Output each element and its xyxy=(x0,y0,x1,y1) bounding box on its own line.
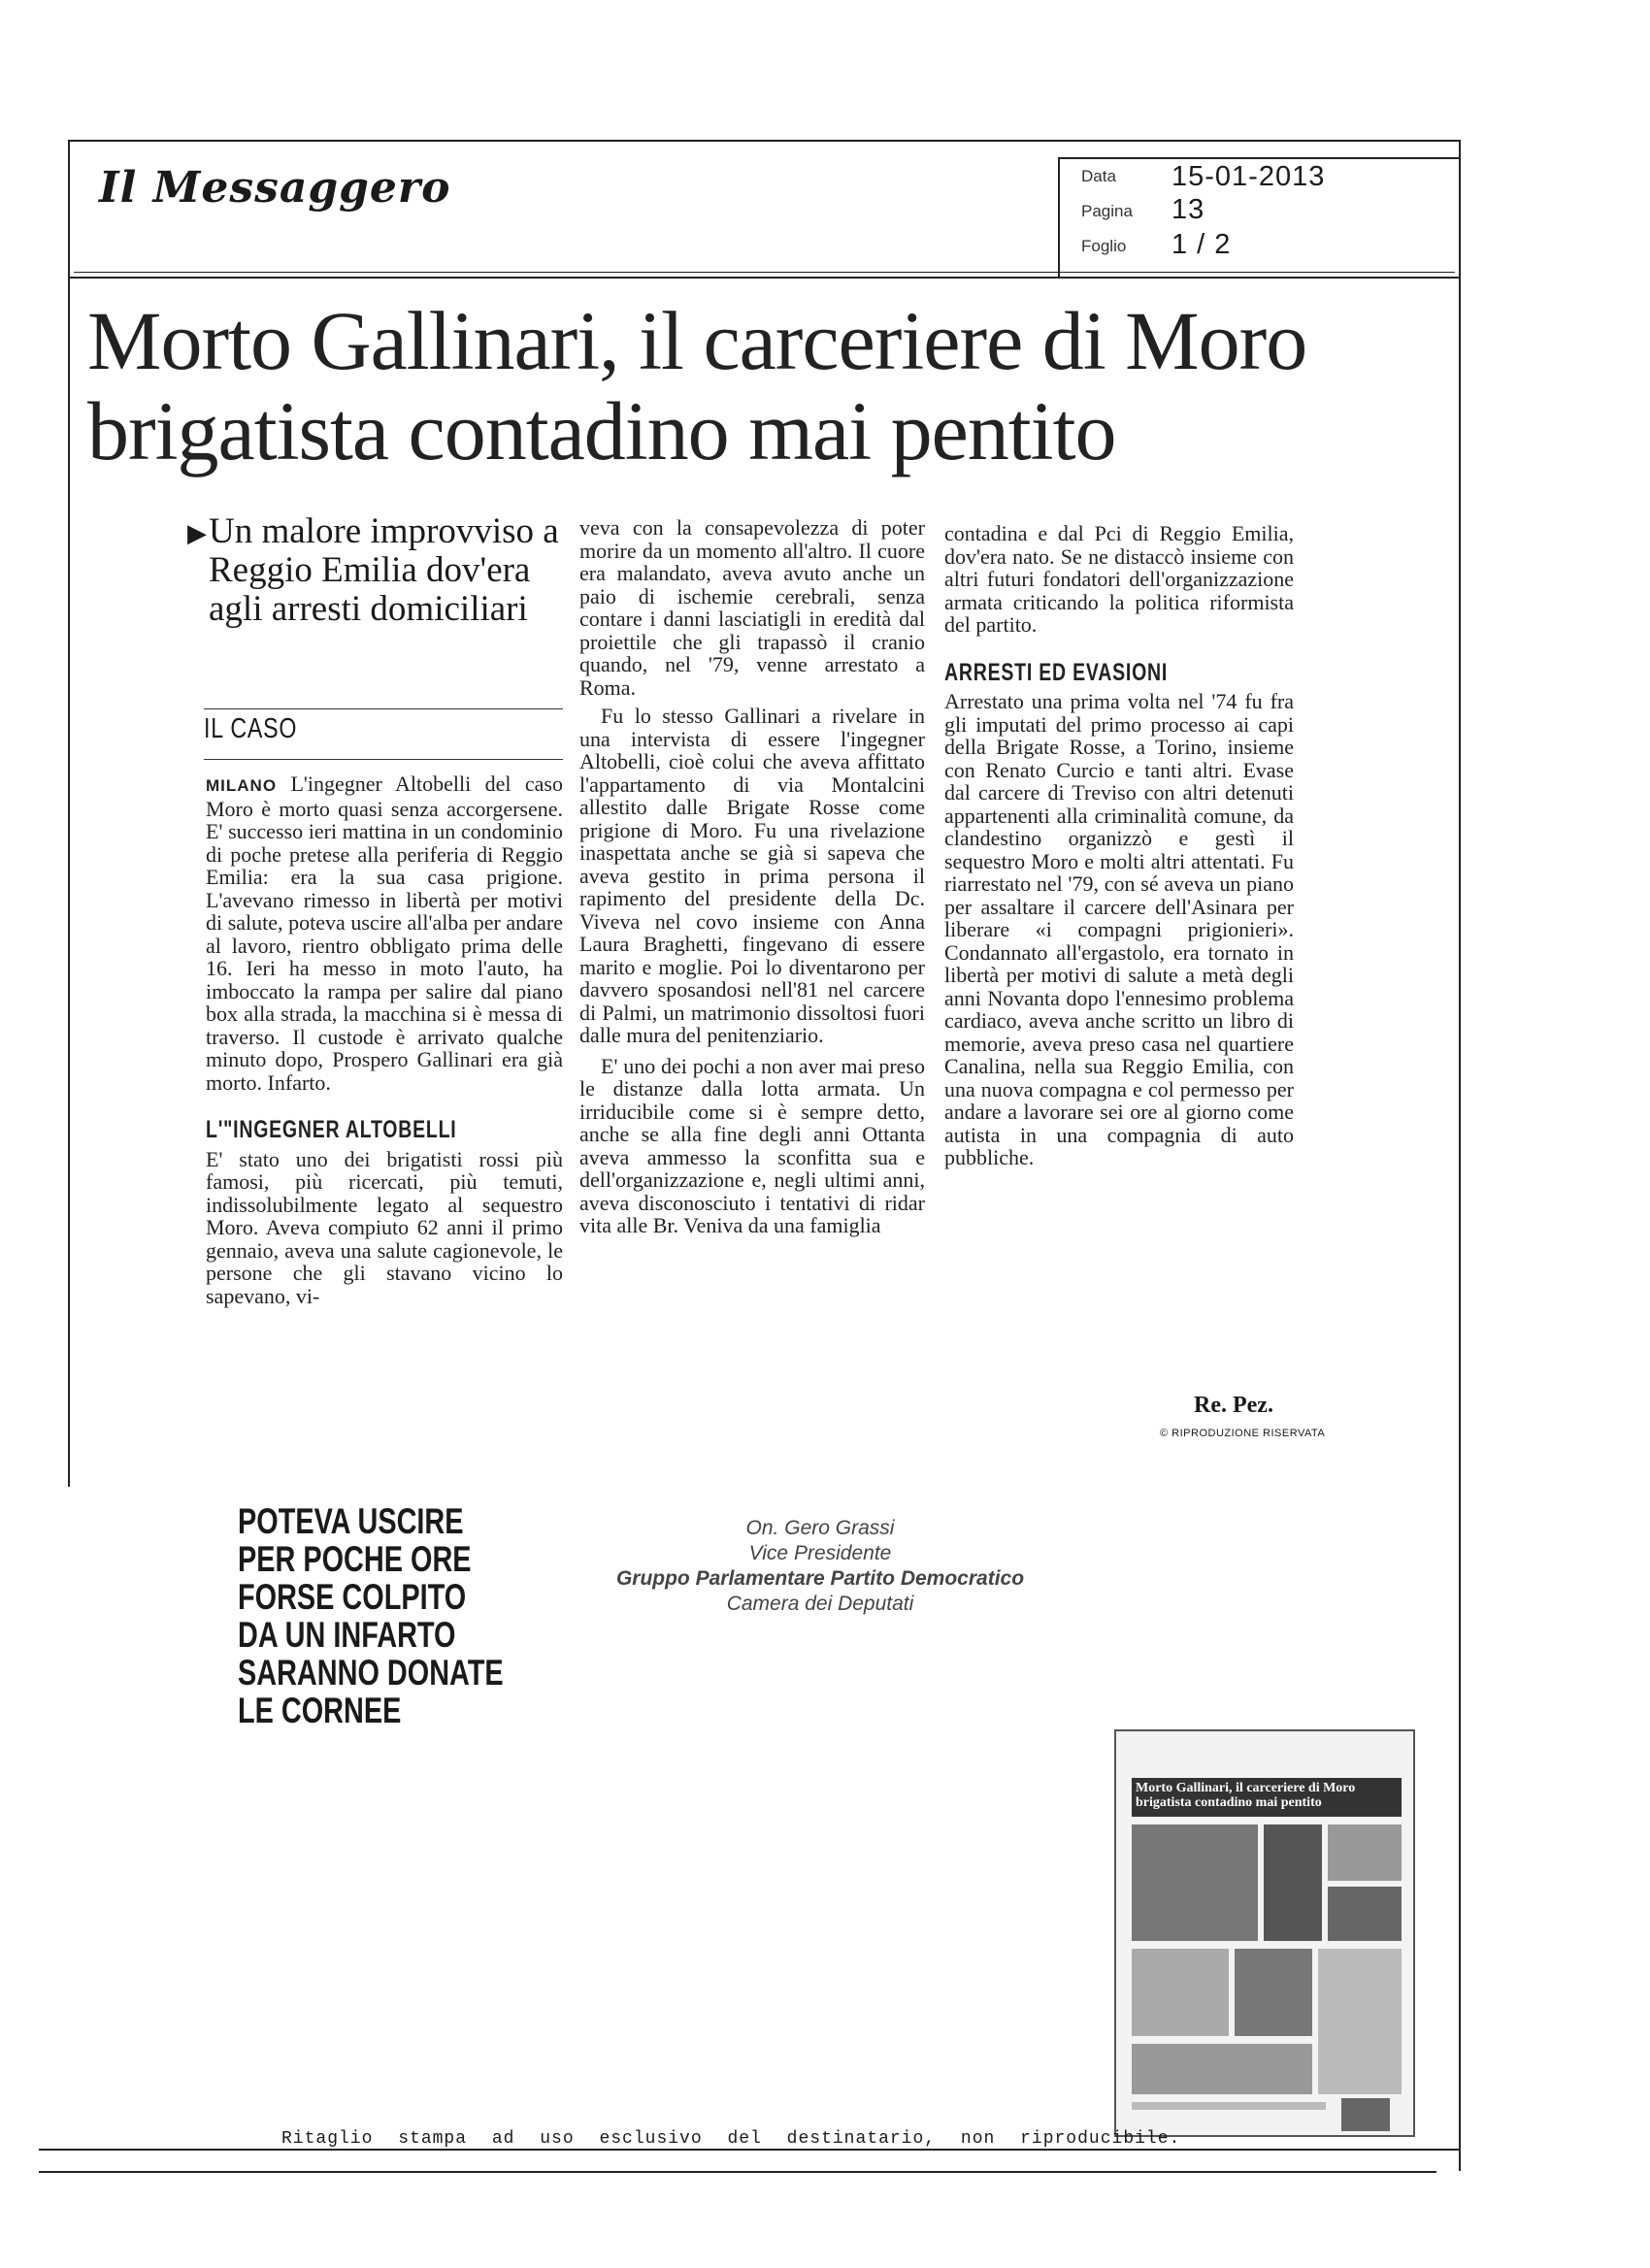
data-value: 15-01-2013 xyxy=(1172,161,1326,192)
masthead-logo: Il Messaggero xyxy=(99,163,451,213)
kicker: IL CASO xyxy=(204,713,298,744)
pull-quote-line: DA UN INFARTO xyxy=(238,1615,456,1655)
data-label: Data xyxy=(1081,167,1116,185)
thumbnail-photo xyxy=(1132,1824,1258,1941)
col1-paragraph-1: L'ingegner Altobelli del caso Moro è morto quasi senza accorgersene. E' successo ieri mattina in un condominio di poche pretese alla periferia di Reggio Emilia: era la sua casa prigione. L'avevano rimesso in libertà per motivi di salute, poteva uscire all'alba per andare al lavoro, rientro obbligato prima delle 16. Ieri ha messo in moto l'auto, ha imboccato la rampa per salire dal piano box alla strada, la macchina si è messa di traverso. Il custode è arrivato qualche minuto dopo, Prospero Gallinari era già morto. Infarto. xyxy=(206,772,563,1095)
dateline: MILANO xyxy=(206,776,278,795)
stamp-line: Vice Presidente xyxy=(748,1542,892,1564)
col3-paragraph-1: contadina e dal Pci di Reggio Emilia, dov'era nato. Se ne distaccò insieme con altri futuri fondatori dell'organizzazione armata criticando la politica riformista del partito. xyxy=(944,521,1294,637)
headline-line-2: brigatista contadino mai pentito xyxy=(87,384,1116,477)
thumbnail-photo xyxy=(1341,2098,1390,2131)
thumbnail-photo xyxy=(1328,1887,1402,1941)
col1-paragraph-2: E' stato uno dei brigatisti rossi più famosi, più ricercati, più temuti, indissolubilmente legato al sequestro Moro. Aveva compiuto 62 anni il primo gennaio, aveva una salute cagionevole, le persone che gli stavano vicino lo sapevano, vi- xyxy=(206,1146,563,1308)
author-signature: Re. Pez. xyxy=(1194,1393,1273,1418)
pull-quote-line: LE CORNEE xyxy=(238,1691,402,1730)
pull-quote xyxy=(238,1502,504,1729)
thumbnail-headline-line: brigatista contadino mai pentito xyxy=(1136,1795,1322,1810)
col2-paragraph-3: E' uno dei pochi a non aver mai preso le distanze dalla lotta armata. Un irriducibile come si è sempre detto, anche se alla fine degli anni Ottanta aveva ammesso la sconfitta sua e dell'organizzazione e, negli ultimi anni, aveva disconosciuto i tentativi di ridar vita alle Br. Veniva da una famiglia xyxy=(579,1053,925,1237)
stamp-line: Gruppo Parlamentare Partito Democratico xyxy=(615,1567,1025,1590)
subhead-text: Un malore improvviso a Reggio Emilia dov'era agli arresti domiciliari xyxy=(209,511,559,629)
footer-note: Ritaglio stampa ad uso esclusivo del destinatario, non riproducibile. xyxy=(281,2129,1181,2149)
meta-box xyxy=(1058,157,1461,279)
office-stamp xyxy=(597,1516,1043,1617)
col2-paragraph-2: Fu lo stesso Gallinari a rivelare in una intervista di essere l'ingegner Altobelli, cioè colui che aveva affittato l'appartamento di via Montalcini allestito dalle Brigate Rosse come prigione di Moro. Fu una rivelazione inaspettata anche se già si sapeva che aveva gestito in prima persona il rapimento del presidente della Dc. Viveva nel covo insieme con Anna Laura Braghetti, fingevano di essere marito e moglie. Poi lo diventarono per davvero sposandosi nell'81 nel carcere di Palmi, un matrimonio dissoltosi fuori dalle mura del penitenziario. xyxy=(579,704,925,1047)
column-3 xyxy=(944,522,1294,1169)
kicker-rule-bottom xyxy=(204,759,563,760)
pull-quote-line: SARANNO DONATE xyxy=(238,1653,504,1693)
pull-quote-line: FORSE COLPITO xyxy=(238,1577,467,1617)
col3-paragraph-2: Arrestato una prima volta nel '74 fu fra gli imputati del primo processo ai capi della Brigate Rosse, a Torino, insieme con Renato Curcio e tanti altri. Evase dal carcere di Treviso con altri detenuti appartenenti alla criminalità comune, da clandestino organizzò e gestì il sequestro Moro e molti altri attentati. Fu riarrestato nel '79, con sé aveva un piano per assaltare il carcere dell'Asinara per liberare «i compagni prigionieri». Condannato all'ergastolo, era tornato in libertà per motivi di salute a metà degli anni Novanta dopo l'ennesimo problema cardiaco, aveva anche scritto un libro di memorie, aveva preso casa nel quartiere Canalina, nella sua Reggio Emilia, con una nuova compagna e col permesso per andare a lavorare sei ore al giorno come autista in una compagnia di auto pubbliche. xyxy=(944,689,1294,1169)
pagina-label: Pagina xyxy=(1081,202,1133,220)
subhead xyxy=(187,511,578,629)
column-1 xyxy=(206,772,563,1307)
col2-paragraph-1: veva con la consapevolezza di poter morire da un momento all'altro. Il cuore era malandato, aveva avuto anche un paio di ischemie cerebrali, senza contare i danni lasciatigli in eredità dal proiettile che gli trapassò il cranio quando, nel '79, venne arrestato a Roma. xyxy=(579,515,925,700)
foglio-value: 1 / 2 xyxy=(1172,229,1232,260)
section-heading-altobelli: L'"INGEGNER ALTOBELLI xyxy=(206,1116,457,1143)
headline-line-1: Morto Gallinari, il carceriere di Moro xyxy=(87,294,1307,387)
section-heading-arresti: ARRESTI ED EVASIONI xyxy=(944,658,1169,686)
pull-quote-line: POTEVA USCIRE xyxy=(238,1501,464,1541)
thumbnail-photo xyxy=(1235,1949,1312,2036)
frame-bottom-rule xyxy=(39,2149,1461,2151)
frame-bottom-rule-2 xyxy=(39,2171,1436,2173)
pull-quote-line: PER POCHE ORE xyxy=(238,1539,472,1579)
kicker-rule-top xyxy=(204,708,563,709)
stamp-line: Camera dei Deputati xyxy=(726,1593,914,1615)
frame-left-rule xyxy=(68,279,70,1487)
thumbnail-photo xyxy=(1132,2044,1312,2094)
frame-right-rule xyxy=(1459,279,1461,2171)
copyright-note: © RIPRODUZIONE RISERVATA xyxy=(1160,1428,1326,1439)
thumbnail-photo xyxy=(1328,1824,1402,1881)
thumbnail-headline-line: Morto Gallinari, il carceriere di Moro xyxy=(1136,1781,1356,1795)
headline xyxy=(87,296,1456,477)
thumbnail-text-block xyxy=(1132,1949,1229,2036)
thumbnail-caption xyxy=(1132,2102,1326,2110)
pagina-value: 13 xyxy=(1172,194,1205,225)
page-thumbnail xyxy=(1114,1729,1415,2137)
column-2 xyxy=(579,516,925,1237)
foglio-label: Foglio xyxy=(1081,237,1127,255)
triangle-bullet-icon: ▶ xyxy=(187,519,207,547)
thumbnail-text-block xyxy=(1318,1949,1402,2094)
thumbnail-photo xyxy=(1264,1824,1322,1941)
stamp-line: On. Gero Grassi xyxy=(745,1517,895,1539)
thumbnail-headline xyxy=(1132,1778,1402,1817)
